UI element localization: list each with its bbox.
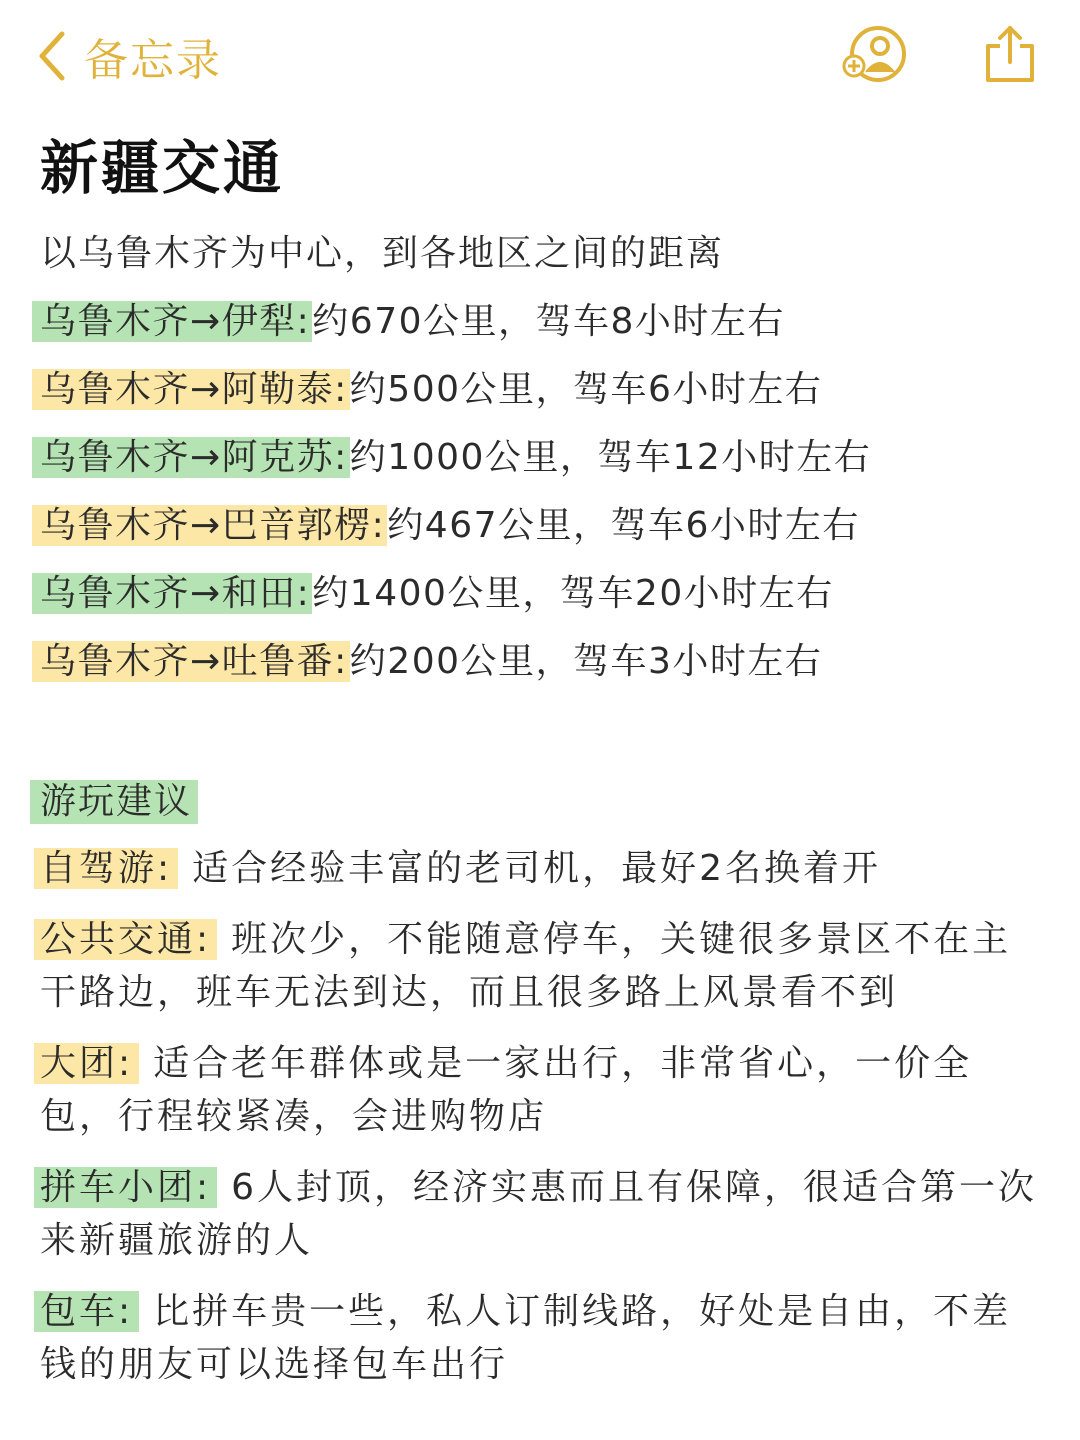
tip-detail: 班次少，不能随意停车，关键很多景区不在主干路边，班车无法到达，而且很多路上风景看不到 (40, 919, 1012, 1013)
route-line (40, 640, 1050, 684)
route-line (40, 572, 1050, 616)
route-line (40, 436, 1050, 480)
note-body[interactable] (40, 120, 1050, 1391)
back-button[interactable] (38, 26, 222, 86)
navigation-bar (0, 0, 1080, 110)
route-label: 乌鲁木齐→吐鲁番: (32, 641, 350, 682)
tip-item (40, 1037, 1045, 1143)
route-label: 乌鲁木齐→伊犁: (32, 301, 312, 342)
route-detail: 约467公里，驾车6小时左右 (387, 505, 860, 546)
route-detail: 约670公里，驾车8小时左右 (312, 301, 785, 342)
note-subtitle: 以乌鲁木齐为中心，到各地区之间的距离 (40, 233, 725, 274)
route-detail: 约200公里，驾车3小时左右 (349, 641, 823, 682)
back-label: 备忘录 (84, 35, 222, 86)
tip-detail: 比拼车贵一些，私人订制线路，好处是自由，不差钱的朋友可以选择包车出行 (40, 1291, 1012, 1385)
tip-label: 大团: (34, 1043, 139, 1084)
note-title: 新疆交通 (40, 134, 285, 202)
route-label: 乌鲁木齐→阿克苏: (32, 437, 350, 478)
chevron-left-icon (38, 30, 66, 82)
tip-label: 公共交通: (34, 919, 217, 960)
tip-label: 拼车小团: (34, 1167, 217, 1208)
person-add-icon (840, 73, 910, 92)
tip-label: 包车: (34, 1291, 139, 1332)
tip-detail: 6人封顶，经济实惠而且有保障，很适合第一次来新疆旅游的人 (40, 1167, 1038, 1261)
share-button[interactable] (980, 22, 1040, 86)
share-icon (980, 71, 1040, 90)
section-heading: 游玩建议 (30, 780, 198, 824)
route-label: 乌鲁木齐→和田: (32, 573, 312, 614)
route-label: 乌鲁木齐→阿勒泰: (32, 369, 350, 410)
tip-item (40, 842, 1045, 895)
tip-label: 自驾游: (34, 848, 178, 889)
route-detail: 约1000公里，驾车12小时左右 (349, 437, 872, 478)
tip-detail: 适合经验丰富的老司机，最好2名换着开 (192, 848, 882, 889)
route-detail: 约1400公里，驾车20小时左右 (312, 573, 834, 614)
route-detail: 约500公里，驾车6小时左右 (349, 369, 823, 410)
tip-item (40, 913, 1045, 1019)
tip-item (40, 1285, 1045, 1391)
route-line (40, 368, 1050, 412)
route-label: 乌鲁木齐→巴音郭楞: (32, 505, 387, 546)
route-line (40, 300, 1050, 344)
add-collaborator-button[interactable] (840, 24, 910, 88)
tip-detail: 适合老年群体或是一家出行，非常省心，一价全包，行程较紧凑，会进购物店 (40, 1043, 973, 1137)
route-line (40, 504, 1050, 548)
tip-item (40, 1161, 1045, 1267)
